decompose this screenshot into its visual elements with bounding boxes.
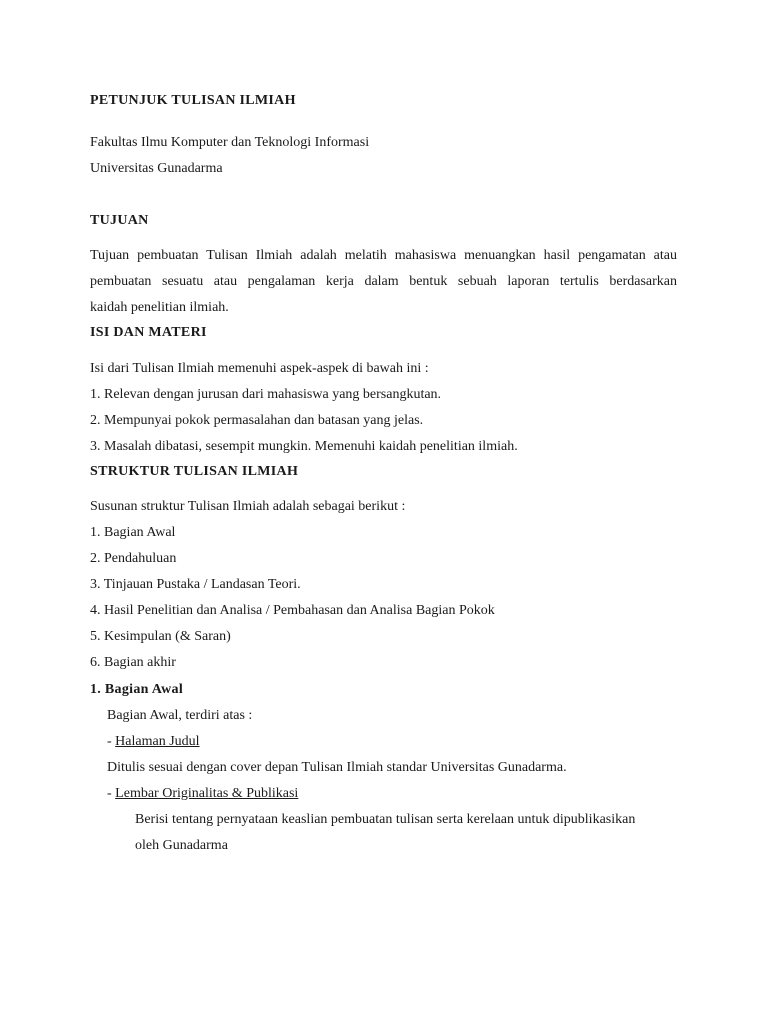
document-title: PETUNJUK TULISAN ILMIAH [90,93,296,108]
tujuan-paragraph-line: pembuatan sesuatu atau pengalaman kerja dalam bentuk sebuah laporan tertulis berdasarkan [90,274,677,289]
isi-heading: ISI DAN MATERI [90,325,207,340]
struktur-heading: STRUKTUR TULISAN ILMIAH [90,464,299,479]
list-dash: - [107,734,116,749]
halaman-judul-item [107,733,200,751]
tujuan-paragraph-line: kaidah penelitian ilmiah. [90,300,229,315]
tujuan-paragraph-line: Tujuan pembuatan Tulisan Ilmiah adalah melatih mahasiswa menuangkan hasil pengamatan atau [90,248,677,263]
struktur-list-item: 1. Bagian Awal [90,525,176,540]
bagian-awal-heading: 1. Bagian Awal [90,682,184,697]
struktur-list-item: 6. Bagian akhir [90,655,176,670]
struktur-list-item: 3. Tinjauan Pustaka / Landasan Teori. [90,577,301,592]
lembar-originalitas-description: oleh Gunadarma [135,838,228,853]
isi-list-item: 2. Mempunyai pokok permasalahan dan batasan yang jelas. [90,413,424,428]
isi-list-item: 1. Relevan dengan jurusan dari mahasiswa yang bersangkutan. [90,387,442,402]
lembar-originalitas-description: Berisi tentang pernyataan keaslian pembuatan tulisan serta kerelaan untuk dipublikasikan [135,812,636,827]
faculty-name: Fakultas Ilmu Komputer dan Teknologi Informasi [90,135,370,150]
struktur-list-item: 4. Hasil Penelitian dan Analisa / Pembahasan dan Analisa Bagian Pokok [90,603,495,618]
lembar-originalitas-label: Lembar Originalitas & Publikasi [115,786,299,801]
halaman-judul-label: Halaman Judul [115,734,200,749]
struktur-list-item: 5. Kesimpulan (& Saran) [90,629,231,644]
struktur-intro: Susunan struktur Tulisan Ilmiah adalah sebagai berikut : [90,499,406,514]
bagian-awal-intro: Bagian Awal, terdiri atas : [107,708,253,723]
isi-list-item: 3. Masalah dibatasi, sesempit mungkin. Memenuhi kaidah penelitian ilmiah. [90,439,518,454]
list-dash: - [107,786,116,801]
tujuan-heading: TUJUAN [90,213,149,228]
halaman-judul-description: Ditulis sesuai dengan cover depan Tulisan Ilmiah standar Universitas Gunadarma. [107,760,567,775]
lembar-originalitas-item [107,785,298,803]
struktur-list-item: 2. Pendahuluan [90,551,177,566]
isi-intro: Isi dari Tulisan Ilmiah memenuhi aspek-aspek di bawah ini : [90,361,429,376]
university-name: Universitas Gunadarma [90,161,223,176]
